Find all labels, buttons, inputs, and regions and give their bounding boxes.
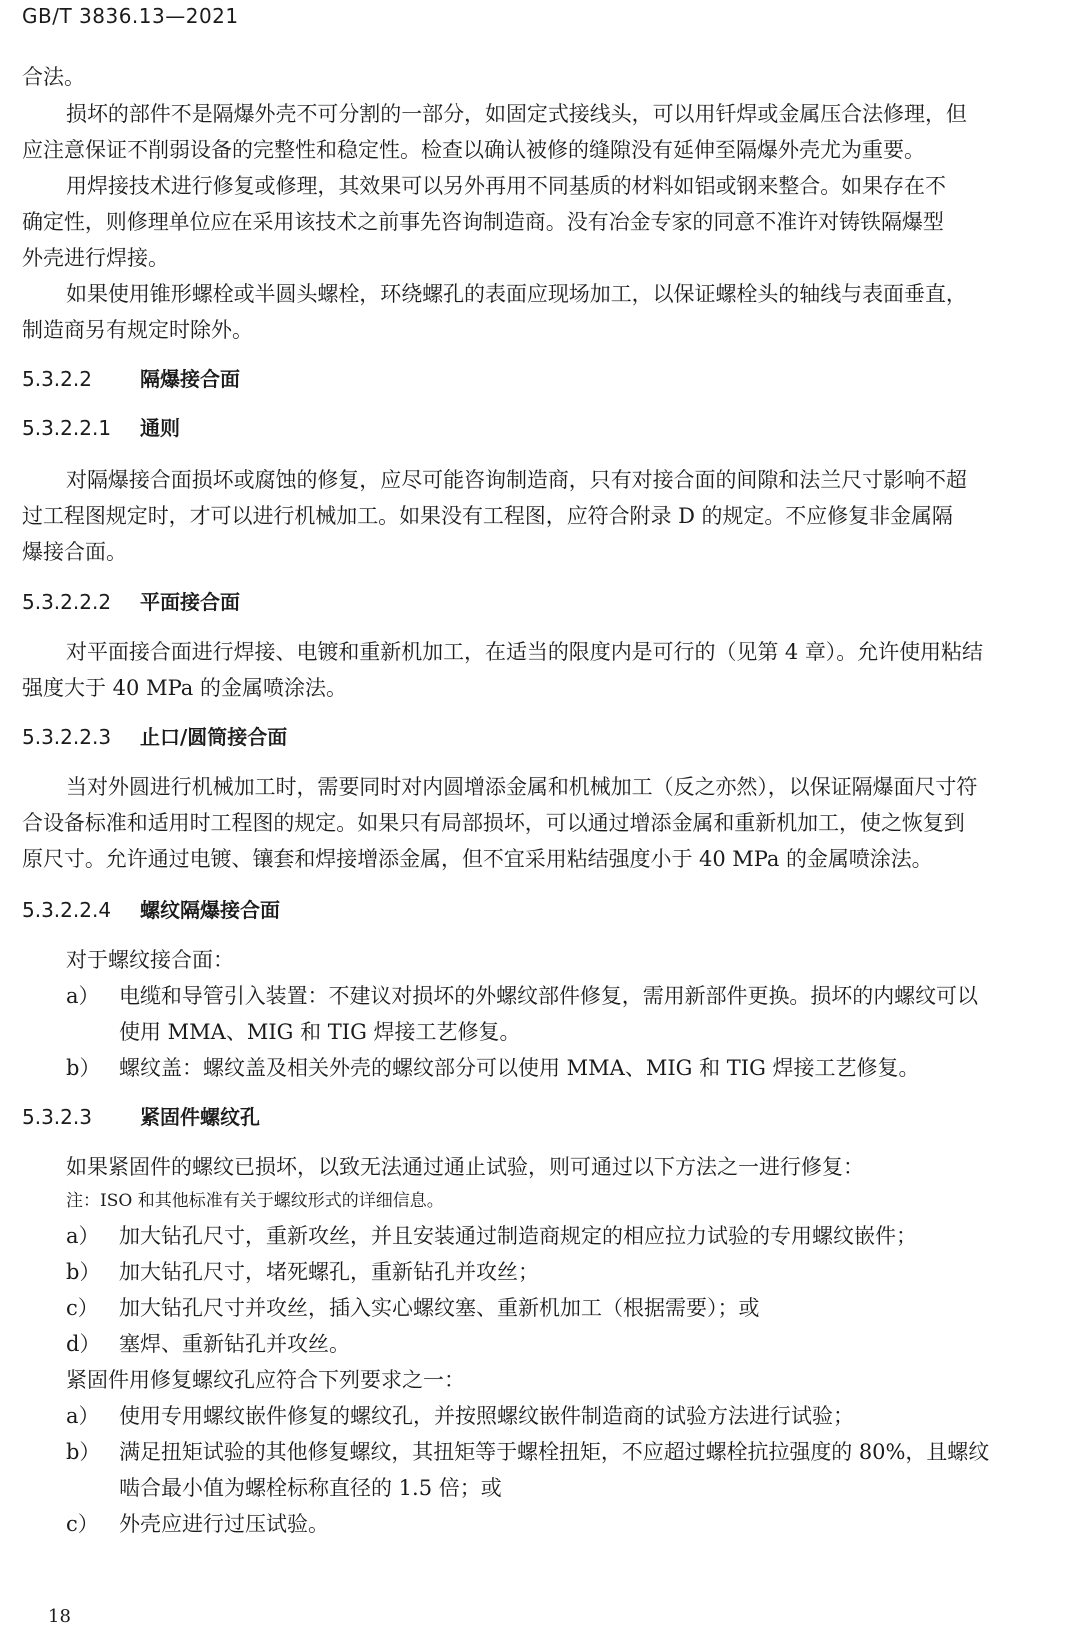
section-number: 5.3.2.2 <box>22 367 92 391</box>
text-line: 当对外圆进行机械加工时，需要同时对内圆增添金属和机械加工（反之亦然），以保证隔爆面尺寸符 <box>66 775 978 799</box>
list-label: c） <box>66 1296 99 1320</box>
list-item <box>66 1435 989 1469</box>
section-heading <box>22 720 287 754</box>
text-line: 合法。 <box>22 65 85 89</box>
text-line: 如果紧固件的螺纹已损坏，以致无法通过通止试验，则可通过以下方法之一进行修复： <box>66 1155 864 1179</box>
section-title: 螺纹隔爆接合面 <box>140 898 280 922</box>
text-line: 确定性，则修理单位应在采用该技术之前事先咨询制造商。没有冶金专家的同意不准许对铸铁隔爆型 <box>22 210 944 234</box>
text-line: 使用 MMA、MIG 和 TIG 焊接工艺修复。 <box>119 1020 521 1044</box>
text-line: 过工程图规定时，才可以进行机械加工。如果没有工程图，应符合附录 D 的规定。不应修复非金属隔 <box>22 504 953 528</box>
section-title: 通则 <box>140 416 180 440</box>
text-line: 原尺寸。允许通过电镀、镶套和焊接增添金属，但不宜采用粘结强度小于 40 MPa 的金属喷涂法。 <box>22 847 933 871</box>
list-label: b） <box>66 1056 101 1080</box>
list-label: b） <box>66 1260 101 1284</box>
section-title: 止口/圆筒接合面 <box>140 725 288 749</box>
section-heading <box>22 411 180 445</box>
list-item <box>66 1291 760 1325</box>
text-line: 外壳进行焊接。 <box>22 246 169 270</box>
text-line: 爆接合面。 <box>22 540 127 564</box>
text-line: 用焊接技术进行修复或修理，其效果可以另外再用不同基质的材料如铝或钢来整合。如果存在不 <box>66 174 946 198</box>
list-item <box>66 1051 920 1085</box>
note-line: 注：ISO 和其他标准有关于螺纹形式的详细信息。 <box>66 1191 444 1211</box>
list-item <box>66 1219 917 1253</box>
text-line: 对隔爆接合面损坏或腐蚀的修复，应尽可能咨询制造商，只有对接合面的间隙和法兰尺寸影响不超 <box>66 468 967 492</box>
text-line: 损坏的部件不是隔爆外壳不可分割的一部分，如固定式接线头，可以用钎焊或金属压合法修理，但 <box>66 102 967 126</box>
section-heading <box>22 1100 260 1134</box>
list-text: 螺纹盖：螺纹盖及相关外壳的螺纹部分可以使用 MMA、MIG 和 TIG 焊接工艺修复。 <box>119 1056 920 1080</box>
section-number: 5.3.2.2.4 <box>22 898 112 922</box>
list-text: 电缆和导管引入装置：不建议对损坏的外螺纹部件修复，需用新部件更换。损坏的内螺纹可以 <box>119 984 978 1008</box>
section-number: 5.3.2.3 <box>22 1105 92 1129</box>
section-heading <box>22 893 280 927</box>
list-item <box>66 1255 539 1289</box>
list-text: 满足扭矩试验的其他修复螺纹，其扭矩等于螺栓扭矩，不应超过螺栓抗拉强度的 80%，且螺纹 <box>119 1440 990 1464</box>
section-title: 紧固件螺纹孔 <box>140 1105 260 1129</box>
list-item <box>66 1327 350 1361</box>
section-number: 5.3.2.2.1 <box>22 416 112 440</box>
section-number: 5.3.2.2.2 <box>22 590 112 614</box>
list-label: a） <box>66 984 100 1008</box>
list-item <box>66 1399 854 1433</box>
text-line: 合设备标准和适用时工程图的规定。如果只有局部损坏，可以通过增添金属和重新机加工，使之恢复到 <box>22 811 965 835</box>
text-line: 强度大于 40 MPa 的金属喷涂法。 <box>22 676 347 700</box>
list-label: b） <box>66 1440 101 1464</box>
list-label: a） <box>66 1404 100 1428</box>
text-line: 对于螺纹接合面： <box>66 948 234 972</box>
list-text: 加大钻孔尺寸并攻丝，插入实心螺纹塞、重新机加工（根据需要）；或 <box>119 1296 760 1320</box>
text-line: 如果使用锥形螺栓或半圆头螺栓，环绕螺孔的表面应现场加工，以保证螺栓头的轴线与表面垂直， <box>66 282 967 306</box>
list-item <box>66 979 978 1013</box>
text-line: 对平面接合面进行焊接、电镀和重新机加工，在适当的限度内是可行的（见第 4 章）。允许使用粘结 <box>66 640 983 664</box>
page-number: 18 <box>48 1606 71 1627</box>
list-text: 外壳应进行过压试验。 <box>119 1512 329 1536</box>
section-heading <box>22 585 240 619</box>
list-text: 加大钻孔尺寸，堵死螺孔，重新钻孔并攻丝； <box>119 1260 539 1284</box>
list-text: 使用专用螺纹嵌件修复的螺纹孔，并按照螺纹嵌件制造商的试验方法进行试验； <box>119 1404 854 1428</box>
list-label: d） <box>66 1332 101 1356</box>
list-label: a） <box>66 1224 100 1248</box>
section-title: 平面接合面 <box>140 590 240 614</box>
text-line: 应注意保证不削弱设备的完整性和稳定性。检查以确认被修的缝隙没有延伸至隔爆外壳尤为重要。 <box>22 138 925 162</box>
list-item <box>66 1507 329 1541</box>
section-title: 隔爆接合面 <box>140 367 240 391</box>
list-label: c） <box>66 1512 99 1536</box>
text-line: 紧固件用修复螺纹孔应符合下列要求之一： <box>66 1368 465 1392</box>
text-line: 制造商另有规定时除外。 <box>22 318 253 342</box>
standard-header: GB/T 3836.13—2021 <box>22 4 239 28</box>
section-heading <box>22 362 240 396</box>
section-number: 5.3.2.2.3 <box>22 725 112 749</box>
list-text: 塞焊、重新钻孔并攻丝。 <box>119 1332 350 1356</box>
list-text: 加大钻孔尺寸，重新攻丝，并且安装通过制造商规定的相应拉力试验的专用螺纹嵌件； <box>119 1224 917 1248</box>
text-line: 啮合最小值为螺栓标称直径的 1.5 倍；或 <box>119 1476 502 1500</box>
